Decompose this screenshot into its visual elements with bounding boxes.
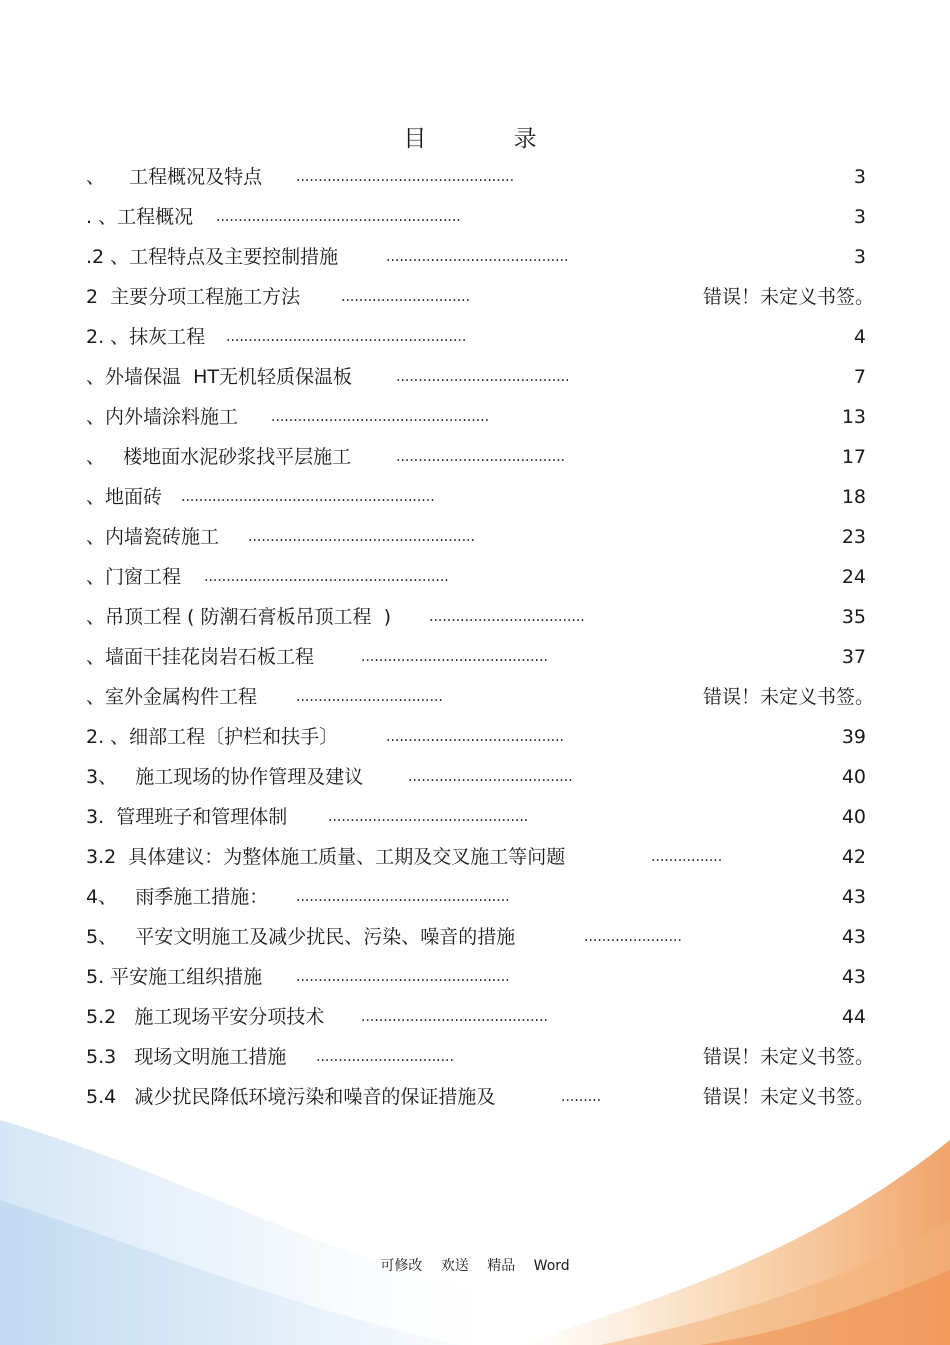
toc-entry-leader: ....................................................... [216,209,461,225]
toc-entry-title: 2. 、抹灰工程 [86,326,206,348]
toc-entry-page: 错误！未定义书签。 [702,1046,874,1068]
toc-entry[interactable] [86,522,866,552]
toc-entry-page: 35 [841,606,866,628]
toc-entry-page: 错误！未定义书签。 [702,1086,874,1108]
toc-entry-page: 37 [841,646,866,668]
toc-entry-leader: ......................................................... [181,489,435,505]
toc-entry[interactable] [86,602,866,632]
toc-entry-title: 5.3 现场文明施工措施 [86,1046,287,1068]
toc-entry-page: 44 [841,1006,866,1028]
toc-title: 目 录 [403,126,577,152]
toc-entry[interactable] [86,882,866,912]
toc-entry-title: 2. 、细部工程〔护栏和扶手〕 [86,726,339,748]
toc-entry[interactable] [86,1082,874,1112]
toc-entry-page: 7 [853,366,866,388]
toc-entry-title: 、 工程概况及特点 [86,166,263,188]
toc-entry[interactable] [86,922,866,952]
toc-entry-leader: ................ [651,849,723,865]
toc-entry-page: 39 [841,726,866,748]
toc-entry-leader: ............................... [316,1049,454,1065]
toc-entry-leader: ................................................. [271,409,490,425]
toc-entry-leader: .......................................... [361,649,548,665]
toc-entry-leader: ...................... [584,929,682,945]
toc-entry-page: 13 [841,406,866,428]
toc-entry-page: 错误！未定义书签。 [702,686,874,708]
toc-entry-leader: ............................................. [328,809,529,825]
toc-entry-leader: ................................................... [248,529,475,545]
toc-entry[interactable] [86,362,866,392]
toc-entry-title: 4、 雨季施工措施： [86,886,269,908]
toc-entry-leader: ................................. [296,689,443,705]
toc-entry-title: 5、 平安文明施工及减少扰民、污染、噪音的措施 [86,926,516,948]
page-footer: 可修改 欢送 精品 Word [380,1258,570,1274]
toc-entry[interactable] [86,202,866,232]
toc-entry-title: 、内外墙涂料施工 [86,406,239,428]
toc-entry[interactable] [86,442,866,472]
toc-entry[interactable] [86,282,874,312]
toc-entry-page: 43 [841,966,866,988]
toc-entry-page: 3 [853,166,866,188]
toc-entry-page: 42 [841,846,866,868]
toc-entry-title: 5.4 减少扰民降低环境污染和噪音的保证措施及 [86,1086,496,1108]
toc-entry-title: 、门窗工程 [86,566,182,588]
toc-entry-page: 24 [841,566,866,588]
toc-entry-page: 3 [853,246,866,268]
toc-entry-leader: ....................................... [396,369,570,385]
toc-entry-title: . 、工程概况 [86,206,194,228]
toc-entry-leader: ......................................... [386,249,569,265]
toc-entry-leader: ............................. [341,289,471,305]
toc-entry-title: 5.2 施工现场平安分项技术 [86,1006,325,1028]
toc-entry[interactable] [86,642,866,672]
toc-entry-leader: ................................................ [296,969,510,985]
toc-entry-title: 、外墙保温 HT无机轻质保温板 [86,366,352,388]
toc-entry[interactable] [86,402,866,432]
toc-entry-title: .2 、工程特点及主要控制措施 [86,246,339,268]
toc-entry[interactable] [86,562,866,592]
toc-entry-title: 、室外金属构件工程 [86,686,258,708]
toc-entry-title: 5. 平安施工组织措施 [86,966,263,988]
toc-entry[interactable] [86,162,866,192]
toc-entry-leader: .......................................... [361,1009,548,1025]
toc-entry-page: 43 [841,886,866,908]
toc-entry[interactable] [86,722,866,752]
toc-entry[interactable] [86,242,866,272]
toc-entry-page: 23 [841,526,866,548]
toc-entry[interactable] [86,842,866,872]
toc-entry-title: 3. 管理班子和管理体制 [86,806,288,828]
toc-entry-page: 错误！未定义书签。 [702,286,874,308]
toc-entry[interactable] [86,682,874,712]
toc-entry-leader: ................................................. [296,169,515,185]
toc-entry[interactable] [86,962,866,992]
toc-entry-leader: ....................................................... [204,569,449,585]
toc-entry-leader: ...................................... [396,449,566,465]
toc-entry-page: 40 [841,766,866,788]
toc-entry-title: 3.2 具体建议：为整体施工质量、工期及交叉施工等问题 [86,846,566,868]
toc-entry-title: 3、 施工现场的协作管理及建议 [86,766,364,788]
toc-entry-page: 18 [841,486,866,508]
toc-entry-title: 、地面砖 [86,486,163,508]
toc-entry[interactable] [86,482,866,512]
toc-entry-leader: ......... [561,1089,602,1105]
toc-entry-title: 、内墙瓷砖施工 [86,526,220,548]
toc-entry-leader: ................................... [429,609,585,625]
toc-entry[interactable] [86,1042,874,1072]
toc-entry-page: 43 [841,926,866,948]
toc-entry[interactable] [86,1002,866,1032]
toc-entry-leader: ........................................ [386,729,565,745]
toc-entry[interactable] [86,802,866,832]
toc-entry-page: 40 [841,806,866,828]
toc-entry[interactable] [86,762,866,792]
toc-entry-title: 、墙面干挂花岗岩石板工程 [86,646,315,668]
toc-entry-leader: ................................................ [296,889,510,905]
toc-entry-leader: ...................................................... [226,329,467,345]
toc-entry-page: 3 [853,206,866,228]
toc-entry-title: 、 楼地面水泥砂浆找平层施工 [86,446,352,468]
toc-entry-leader: ..................................... [408,769,573,785]
toc-entry-page: 4 [853,326,866,348]
toc-entry-title: 2 主要分项工程施工方法 [86,286,301,308]
toc-entry-page: 17 [841,446,866,468]
toc-entry-title: 、吊顶工程 ( 防潮石膏板吊顶工程 ) [86,606,391,628]
toc-entry[interactable] [86,322,866,352]
